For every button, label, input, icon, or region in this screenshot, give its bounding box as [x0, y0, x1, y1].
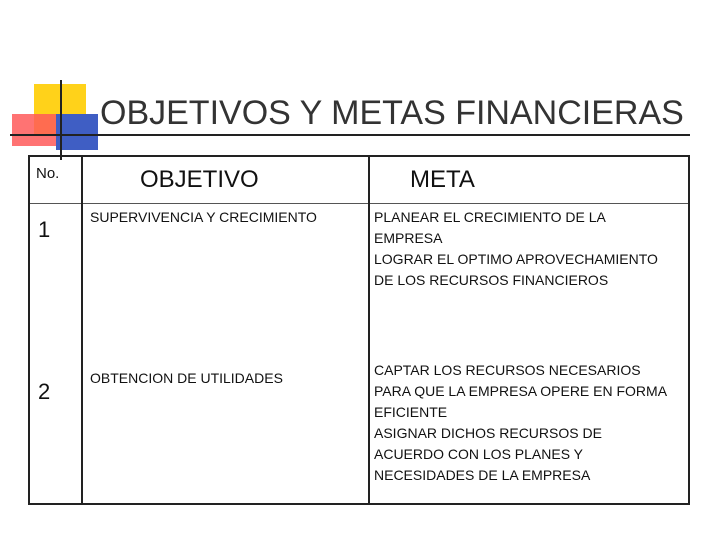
objectives-table	[28, 155, 690, 505]
row-goals	[374, 207, 684, 291]
decor-vertical-line	[60, 80, 62, 160]
decor-horizontal-line	[10, 134, 690, 136]
header-meta: META	[410, 166, 475, 193]
decor-blue-square	[56, 114, 98, 150]
row-objective: OBTENCION DE UTILIDADES	[90, 370, 283, 386]
header-objetivo: OBJETIVO	[140, 166, 259, 193]
row-objective: SUPERVIVENCIA Y CRECIMIENTO	[90, 209, 317, 225]
goal-item: LOGRAR EL OPTIMO APROVECHAMIENTO DE LOS RECURSOS FINANCIEROS	[374, 251, 658, 288]
goal-item: ASIGNAR DICHOS RECURSOS DE ACUERDO CON LOS PLANES Y NECESIDADES DE LA EMPRESA	[374, 425, 602, 483]
table-header-row	[30, 157, 688, 204]
header-no: No.	[36, 165, 60, 182]
column-divider	[81, 157, 83, 503]
goal-item: CAPTAR LOS RECURSOS NECESARIOS PARA QUE LA EMPRESA OPERE EN FORMA EFICIENTE	[374, 362, 668, 420]
goal-item: PLANEAR EL CRECIMIENTO DE LA EMPRESA	[374, 209, 606, 246]
row-goals	[374, 360, 684, 486]
slide-title: OBJETIVOS Y METAS FINANCIERAS	[100, 94, 684, 132]
row-number: 2	[38, 379, 51, 404]
row-number: 1	[38, 217, 51, 242]
column-divider	[368, 157, 370, 503]
